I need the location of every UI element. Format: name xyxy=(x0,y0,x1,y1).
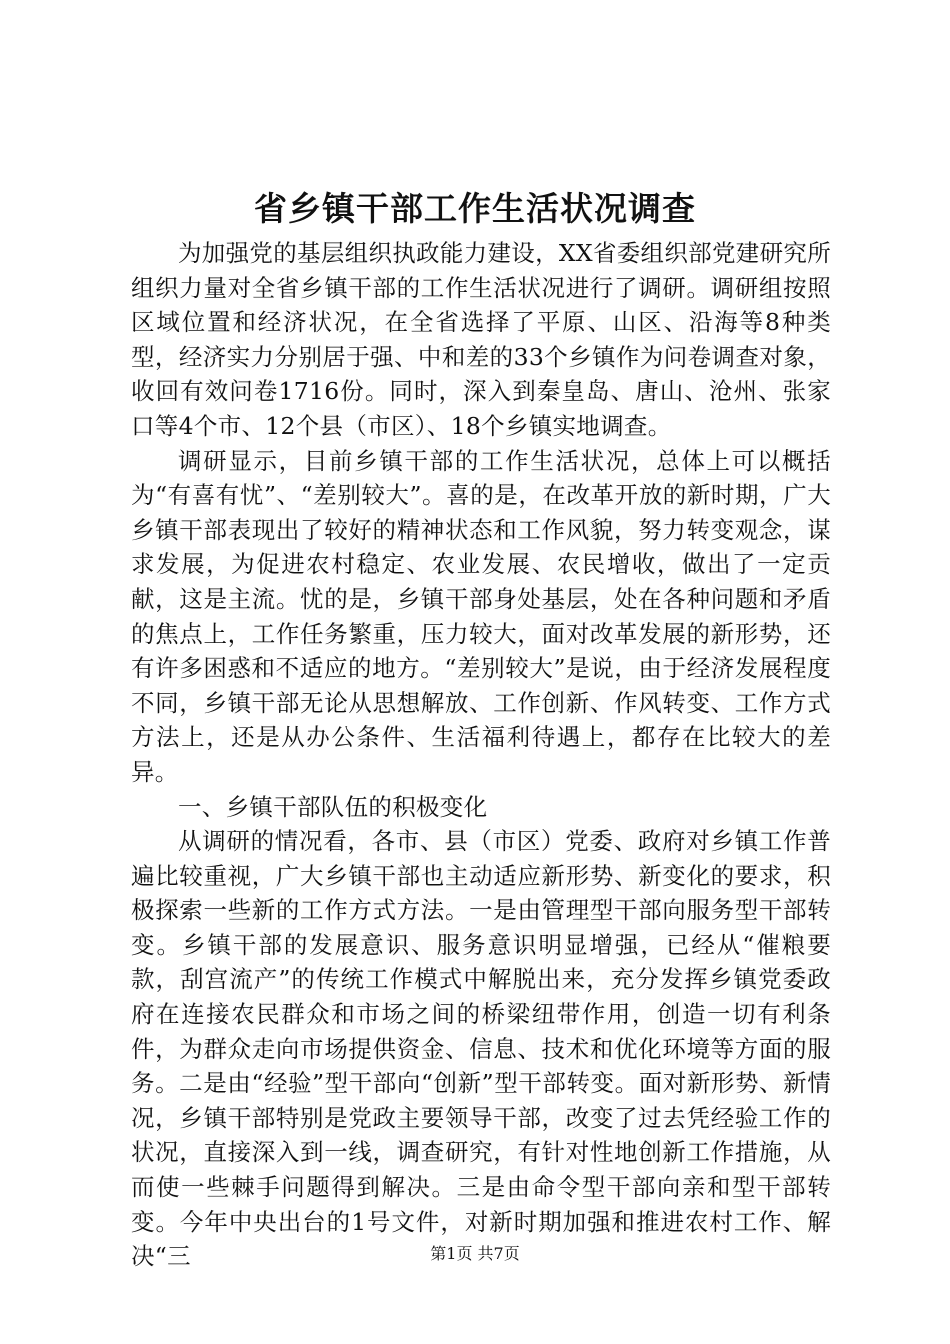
section-paragraph: 从调研的情况看，各市、县（市区）党委、政府对乡镇工作普遍比较重视，广大乡镇干部也主动适应新形势、新变化的要求，积极探索一些新的工作方式方法。一是由管理型干部向服务型干部转变。乡镇干部的发展意识、服务意识明显增强，已经从“催粮要款，刮宫流产”的传统工作模式中解脱出来，充分发挥乡镇党委政府在连接农民群众和市场之间的桥梁纽带作用，创造一切有利条件，为群众走向市场提供资金、信息、技术和优化环境等方面的服务。二是由“经验”型干部向“创新”型干部转变。面对新形势、新情况，乡镇干部特别是党政主要领导干部，改变了过去凭经验工作的状况，直接深入到一线，调查研究，有针对性地创新工作措施，从而使一些棘手问题得到解决。三是由命令型干部向亲和型干部转变。今年中央出台的1号文件，对新时期加强和推进农村工作、解决“三 xyxy=(131,827,831,1271)
document-title: 省乡镇干部工作生活状况调查 xyxy=(254,189,696,228)
page-number-footer: 第1页 共7页 xyxy=(430,1244,520,1263)
intro-paragraph: 为加强党的基层组织执政能力建设，XX省委组织部党建研究所组织力量对全省乡镇干部的工作生活状况进行了调研。调研组按照区域位置和经济状况，在全省选择了平原、山区、沿海等8种类型，经济实力分别居于强、中和差的33个乡镇作为问卷调查对象，收回有效问卷1716份。同时，深入到秦皇岛、唐山、沧州、张家口等4个市、12个县（市区）、18个乡镇实地调查。 xyxy=(131,239,831,440)
section-heading: 一、乡镇干部队伍的积极变化 xyxy=(178,792,488,821)
document-body xyxy=(131,236,831,1274)
summary-paragraph: 调研显示，目前乡镇干部的工作生活状况，总体上可以概括为“有喜有忧”、“差别较大”。喜的是，在改革开放的新时期，广大乡镇干部表现出了较好的精神状态和工作风貌，努力转变观念，谋求发展，为促进农村稳定、农业发展、农民增收，做出了一定贡献，这是主流。忧的是，乡镇干部身处基层，处在各种问题和矛盾的焦点上，工作任务繁重，压力较大，面对改革发展的新形势，还有许多困惑和不适应的地方。“差别较大”是说，由于经济发展程度不同，乡镇干部无论从思想解放、工作创新、作风转变、工作方式方法上，还是从办公条件、生活福利待遇上，都存在比较大的差异。 xyxy=(131,446,831,786)
